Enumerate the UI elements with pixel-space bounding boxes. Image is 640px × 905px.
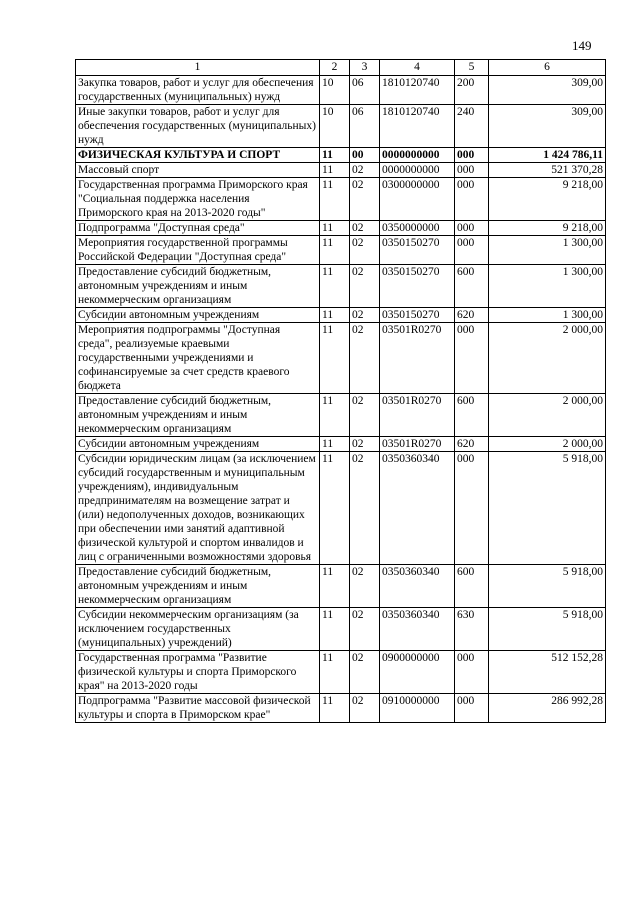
subsection-cell: 02 xyxy=(350,694,380,723)
row-name-cell: ФИЗИЧЕСКАЯ КУЛЬТУРА И СПОРТ xyxy=(76,148,320,163)
header-cell: 5 xyxy=(455,60,489,76)
subsection-cell: 02 xyxy=(350,265,380,308)
subsection-cell: 06 xyxy=(350,105,380,148)
table-row xyxy=(76,452,606,565)
row-name-cell: Подпрограмма "Развитие массовой физической культуры и спорта в Приморском крае" xyxy=(76,694,320,723)
amount-cell: 2 000,00 xyxy=(489,437,606,452)
row-name-cell: Предоставление субсидий бюджетным, автономным учреждениям и иным некоммерческим организациям xyxy=(76,265,320,308)
budget-table xyxy=(75,59,606,723)
amount-cell: 521 370,28 xyxy=(489,163,606,178)
row-name-cell: Предоставление субсидий бюджетным, автономным учреждениям и иным некоммерческим организациям xyxy=(76,394,320,437)
amount-cell: 286 992,28 xyxy=(489,694,606,723)
amount-cell: 1 300,00 xyxy=(489,236,606,265)
table-row xyxy=(76,565,606,608)
table-row xyxy=(76,148,606,163)
subsection-cell: 02 xyxy=(350,221,380,236)
amount-cell: 1 300,00 xyxy=(489,308,606,323)
table-row xyxy=(76,76,606,105)
header-cell: 4 xyxy=(380,60,455,76)
amount-cell: 5 918,00 xyxy=(489,608,606,651)
expense-type-cell: 000 xyxy=(455,163,489,178)
table-row xyxy=(76,163,606,178)
section-cell: 11 xyxy=(320,178,350,221)
amount-cell: 5 918,00 xyxy=(489,565,606,608)
subsection-cell: 02 xyxy=(350,437,380,452)
section-cell: 11 xyxy=(320,437,350,452)
row-name-cell: Субсидии автономным учреждениям xyxy=(76,308,320,323)
section-cell: 11 xyxy=(320,148,350,163)
amount-cell: 512 152,28 xyxy=(489,651,606,694)
row-name-cell: Подпрограмма "Доступная среда" xyxy=(76,221,320,236)
table-row xyxy=(76,265,606,308)
section-cell: 11 xyxy=(320,323,350,394)
header-cell: 2 xyxy=(320,60,350,76)
subsection-cell: 00 xyxy=(350,148,380,163)
target-article-cell: 1810120740 xyxy=(380,105,455,148)
section-cell: 11 xyxy=(320,236,350,265)
header-cell: 6 xyxy=(489,60,606,76)
section-cell: 11 xyxy=(320,308,350,323)
section-cell: 11 xyxy=(320,394,350,437)
expense-type-cell: 000 xyxy=(455,452,489,565)
table-row xyxy=(76,178,606,221)
section-cell: 11 xyxy=(320,452,350,565)
target-article-cell: 03501R0270 xyxy=(380,323,455,394)
amount-cell: 1 424 786,11 xyxy=(489,148,606,163)
row-name-cell: Субсидии юридическим лицам (за исключением субсидий государственным и муниципальным учреждениям), индивидуальным предпринимателям на возмещение затрат и (или) недополученных доходов, возникающих при обеспечении ими занятий адаптивной физической культурой и спортом инвалидов и лиц с ограниченными возможностями здоровья xyxy=(76,452,320,565)
amount-cell: 9 218,00 xyxy=(489,178,606,221)
table-row xyxy=(76,323,606,394)
target-article-cell: 0350150270 xyxy=(380,308,455,323)
amount-cell: 309,00 xyxy=(489,105,606,148)
section-cell: 11 xyxy=(320,265,350,308)
table-row xyxy=(76,394,606,437)
table-row xyxy=(76,694,606,723)
expense-type-cell: 000 xyxy=(455,221,489,236)
subsection-cell: 02 xyxy=(350,394,380,437)
table-row xyxy=(76,105,606,148)
row-name-cell: Государственная программа "Развитие физической культуры и спорта Приморского края" на 2013-2020 годы xyxy=(76,651,320,694)
target-article-cell: 0350360340 xyxy=(380,452,455,565)
header-row xyxy=(76,60,606,76)
row-name-cell: Мероприятия государственной программы Российской Федерации "Доступная среда" xyxy=(76,236,320,265)
target-article-cell: 0350000000 xyxy=(380,221,455,236)
target-article-cell: 0910000000 xyxy=(380,694,455,723)
page-number: 149 xyxy=(572,38,592,53)
table-row xyxy=(76,221,606,236)
amount-cell: 5 918,00 xyxy=(489,452,606,565)
table-row xyxy=(76,308,606,323)
amount-cell: 2 000,00 xyxy=(489,323,606,394)
section-cell: 10 xyxy=(320,105,350,148)
row-name-cell: Субсидии автономным учреждениям xyxy=(76,437,320,452)
target-article-cell: 0000000000 xyxy=(380,148,455,163)
table-row xyxy=(76,437,606,452)
target-article-cell: 0000000000 xyxy=(380,163,455,178)
amount-cell: 1 300,00 xyxy=(489,265,606,308)
expense-type-cell: 000 xyxy=(455,651,489,694)
expense-type-cell: 000 xyxy=(455,178,489,221)
subsection-cell: 02 xyxy=(350,608,380,651)
amount-cell: 9 218,00 xyxy=(489,221,606,236)
section-cell: 11 xyxy=(320,651,350,694)
table-row xyxy=(76,651,606,694)
subsection-cell: 02 xyxy=(350,236,380,265)
target-article-cell: 0300000000 xyxy=(380,178,455,221)
expense-type-cell: 000 xyxy=(455,148,489,163)
table-body xyxy=(76,76,606,723)
expense-type-cell: 600 xyxy=(455,565,489,608)
subsection-cell: 02 xyxy=(350,308,380,323)
section-cell: 11 xyxy=(320,163,350,178)
expense-type-cell: 630 xyxy=(455,608,489,651)
expense-type-cell: 600 xyxy=(455,394,489,437)
amount-cell: 2 000,00 xyxy=(489,394,606,437)
target-article-cell: 03501R0270 xyxy=(380,394,455,437)
section-cell: 11 xyxy=(320,694,350,723)
expense-type-cell: 600 xyxy=(455,265,489,308)
expense-type-cell: 240 xyxy=(455,105,489,148)
expense-type-cell: 000 xyxy=(455,323,489,394)
target-article-cell: 0350150270 xyxy=(380,236,455,265)
target-article-cell: 0350360340 xyxy=(380,565,455,608)
amount-cell: 309,00 xyxy=(489,76,606,105)
row-name-cell: Иные закупки товаров, работ и услуг для обеспечения государственных (муниципальных) нужд xyxy=(76,105,320,148)
expense-type-cell: 000 xyxy=(455,694,489,723)
target-article-cell: 1810120740 xyxy=(380,76,455,105)
target-article-cell: 0350360340 xyxy=(380,608,455,651)
row-name-cell: Мероприятия подпрограммы "Доступная среда", реализуемые краевыми государственными учреждениями и софинансируемые за счет средств краевого бюджета xyxy=(76,323,320,394)
table-row xyxy=(76,608,606,651)
subsection-cell: 06 xyxy=(350,76,380,105)
target-article-cell: 0350150270 xyxy=(380,265,455,308)
expense-type-cell: 620 xyxy=(455,308,489,323)
row-name-cell: Государственная программа Приморского края "Социальная поддержка населения Приморского края на 2013-2020 годы" xyxy=(76,178,320,221)
expense-type-cell: 200 xyxy=(455,76,489,105)
row-name-cell: Предоставление субсидий бюджетным, автономным учреждениям и иным некоммерческим организациям xyxy=(76,565,320,608)
subsection-cell: 02 xyxy=(350,178,380,221)
section-cell: 11 xyxy=(320,608,350,651)
section-cell: 11 xyxy=(320,565,350,608)
header-cell: 3 xyxy=(350,60,380,76)
expense-type-cell: 000 xyxy=(455,236,489,265)
subsection-cell: 02 xyxy=(350,163,380,178)
table-row xyxy=(76,236,606,265)
subsection-cell: 02 xyxy=(350,323,380,394)
subsection-cell: 02 xyxy=(350,651,380,694)
row-name-cell: Субсидии некоммерческим организациям (за исключением государственных (муниципальных) учреждений) xyxy=(76,608,320,651)
target-article-cell: 0900000000 xyxy=(380,651,455,694)
row-name-cell: Закупка товаров, работ и услуг для обеспечения государственных (муниципальных) нужд xyxy=(76,76,320,105)
subsection-cell: 02 xyxy=(350,565,380,608)
header-cell: 1 xyxy=(76,60,320,76)
section-cell: 10 xyxy=(320,76,350,105)
row-name-cell: Массовый спорт xyxy=(76,163,320,178)
expense-type-cell: 620 xyxy=(455,437,489,452)
subsection-cell: 02 xyxy=(350,452,380,565)
section-cell: 11 xyxy=(320,221,350,236)
target-article-cell: 03501R0270 xyxy=(380,437,455,452)
